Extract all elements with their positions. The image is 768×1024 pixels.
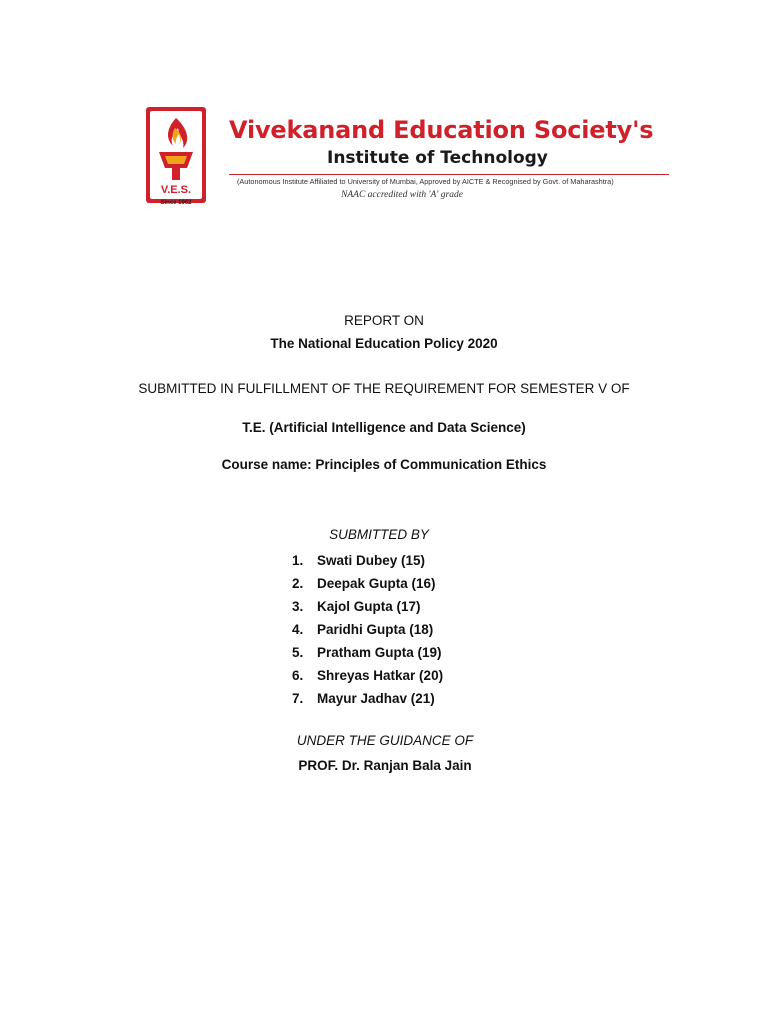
list-number: 3. (292, 599, 304, 614)
list-number: 5. (292, 645, 304, 660)
list-number: 7. (292, 691, 304, 706)
member-name: Shreyas Hatkar (20) (317, 668, 444, 683)
members-list (292, 552, 443, 713)
accreditation-note: NAAC accredited with 'A' grade (341, 190, 463, 200)
logo-text: V.E.S. (160, 184, 192, 196)
submission-purpose: SUBMITTED IN FULFILLMENT OF THE REQUIREMENT FOR SEMESTER V OF (138, 381, 630, 396)
course-name: Course name: Principles of Communication Ethics (221, 457, 547, 472)
member-name: Paridhi Gupta (18) (317, 622, 434, 637)
list-item (292, 598, 443, 621)
list-item (292, 575, 443, 598)
submitted-by-heading: SUBMITTED BY (329, 527, 429, 542)
report-on-label: REPORT ON (344, 313, 424, 328)
guidance-heading: UNDER THE GUIDANCE OF (296, 733, 474, 748)
institute-name: Institute of Technology (327, 148, 548, 168)
member-name: Swati Dubey (15) (317, 553, 426, 568)
list-number: 1. (292, 553, 304, 568)
since-label: Since 1962 (160, 200, 192, 206)
list-item (292, 644, 443, 667)
letterhead (145, 100, 675, 225)
list-number: 4. (292, 622, 304, 637)
header-rule (229, 174, 669, 175)
guide-name: PROF. Dr. Ranjan Bala Jain (298, 758, 472, 773)
affiliation-note: (Autonomous Institute Affiliated to University of Mumbai, Approved by AICTE & Recognised by Govt. of Maharashtra) (237, 177, 614, 186)
report-title: The National Education Policy 2020 (270, 336, 498, 351)
list-item (292, 667, 443, 690)
member-name: Pratham Gupta (19) (317, 645, 442, 660)
program-name: T.E. (Artificial Intelligence and Data Science) (242, 420, 526, 435)
list-number: 6. (292, 668, 304, 683)
list-item (292, 621, 443, 644)
list-item (292, 552, 443, 575)
list-item (292, 690, 443, 713)
member-name: Kajol Gupta (17) (317, 599, 421, 614)
member-name: Mayur Jadhav (21) (317, 691, 435, 706)
list-number: 2. (292, 576, 304, 591)
member-name: Deepak Gupta (16) (317, 576, 436, 591)
org-name: Vivekanand Education Society's (229, 116, 654, 144)
